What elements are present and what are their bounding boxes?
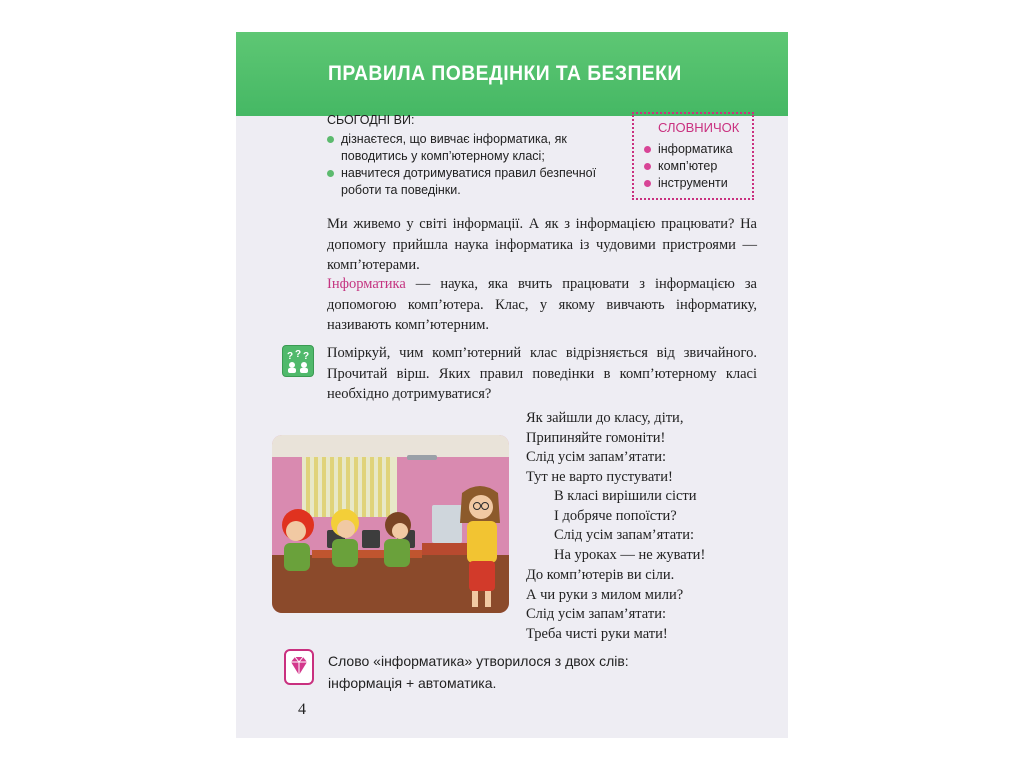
poem-line: До комп’ютерів ви сіли. — [526, 567, 675, 583]
poem-line: І добряче попоїсти? — [554, 507, 677, 524]
bullet-icon — [327, 170, 334, 177]
bullet-icon — [327, 136, 334, 143]
poem-line: Як зайшли до класу, діти, — [526, 410, 684, 426]
glossary-box — [632, 112, 754, 200]
page-number: 4 — [298, 701, 306, 718]
bullet-icon — [644, 146, 651, 153]
glossary-item — [644, 141, 744, 158]
glossary-term: інструменти — [658, 176, 728, 190]
poem-line: Слід усім запам’ятати: — [554, 527, 694, 543]
poem-stanza-3 — [526, 566, 683, 644]
diamond-icon — [284, 649, 314, 685]
lesson-goals — [327, 112, 597, 199]
goal-text: навчитеся дотримуватися правил безпечної роботи та поведінки. — [341, 166, 597, 197]
task-paragraph: Поміркуй, чим комп’ютерний клас відрізняється від звичайного. Прочитай вірш. Яких правил поведінки в комп’ютерному класі необхідно дотримуватися? — [327, 345, 757, 402]
goals-intro: СЬОГОДНІ ВИ: — [327, 113, 415, 127]
textbook-page — [236, 32, 788, 738]
goal-item — [327, 165, 597, 199]
fact-line: Слово «інформатика» утворилося з двох слів: — [328, 653, 629, 669]
definition-paragraph — [327, 274, 757, 336]
svg-text:?: ? — [287, 351, 294, 362]
poem-line: Слід усім запам’ятати: — [526, 449, 666, 465]
bullet-icon — [644, 163, 651, 170]
lesson-header — [236, 32, 788, 116]
think-icon — [282, 345, 314, 377]
fact-line: інформація + автоматика. — [328, 675, 497, 691]
poem-line: Слід усім запам’ятати: — [526, 606, 666, 622]
fact-box — [328, 650, 629, 694]
svg-text:?: ? — [303, 351, 310, 362]
definition-term: Інформатика — [327, 276, 406, 292]
classroom-illustration — [272, 435, 509, 613]
poem-line: Треба чисті руки мати! — [526, 625, 668, 642]
poem-line: На уроках — не жувати! — [554, 546, 706, 563]
poem-line: В класі вирішили сісти — [554, 488, 697, 504]
poem-stanza-1 — [526, 409, 683, 487]
glossary-term: комп’ютер — [658, 159, 718, 173]
poem-line: А чи руки з милом мили? — [526, 586, 684, 603]
intro-paragraph: Ми живемо у світі інформації. А як з інформацією працювати? На допомогу прийшла наука інформатика із чудовими пристроями — комп’ютерами. — [327, 216, 757, 273]
goal-item — [327, 131, 597, 165]
glossary-item — [644, 158, 744, 175]
goal-text: дізнаєтеся, що вивчає інформатика, як поводитись у комп’ютерному класі; — [341, 132, 567, 163]
glossary-term: інформатика — [658, 142, 733, 156]
glossary-title: СЛОВНИЧОК — [658, 120, 740, 135]
svg-text:?: ? — [295, 349, 302, 360]
glossary-item — [644, 175, 744, 192]
poem-line: Припиняйте гомоніти! — [526, 429, 666, 446]
definition-text: — наука, яка вчить працювати з інформацією за допомогою комп’ютера. Клас, у якому вивчають інформатику, називають комп’ютерним. — [327, 276, 757, 333]
poem-stanza-2 — [554, 487, 705, 565]
poem-line: Тут не варто пустувати! — [526, 468, 673, 485]
lesson-title: ПРАВИЛА ПОВЕДІНКИ ТА БЕЗПЕКИ — [328, 62, 682, 85]
bullet-icon — [644, 180, 651, 187]
